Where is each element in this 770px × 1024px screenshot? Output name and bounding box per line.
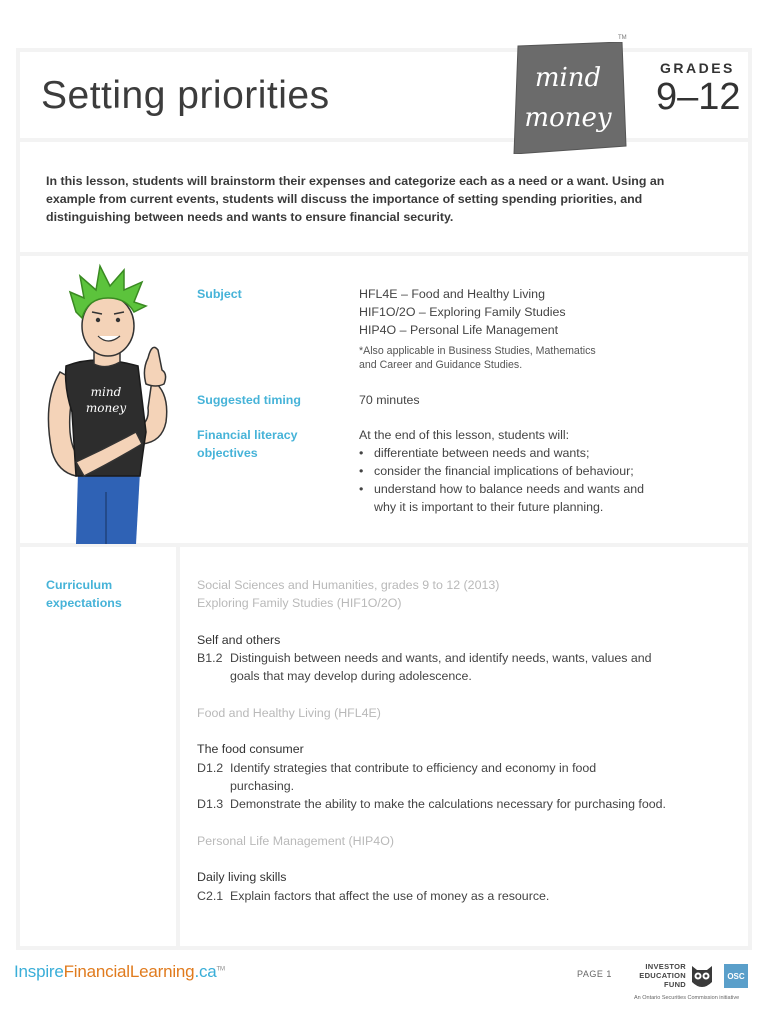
objectives-content — [359, 426, 644, 516]
page-number: PAGE 1 — [577, 969, 612, 979]
expectation-d12 — [197, 759, 596, 795]
subject-label: Subject — [197, 287, 242, 301]
section-title-self-and-others: Self and others — [197, 633, 281, 647]
subject-line-2: HIF1O/2O – Exploring Family Studies — [359, 305, 566, 319]
expectation-text: Identify strategies that contribute to efficiency and economy in food — [230, 761, 597, 775]
expectation-code: D1.2 — [197, 761, 224, 775]
ief-text — [632, 962, 686, 989]
objectives-label — [197, 426, 298, 462]
grades-value: 9–12 — [656, 76, 741, 118]
site-name-part-2: FinancialLearning — [63, 962, 195, 981]
shirt-logo-line-1: mind — [90, 385, 122, 399]
curriculum-label-line-1: Curriculum — [46, 578, 113, 592]
expectation-code: B1.2 — [197, 651, 223, 665]
inspire-financial-learning-logo[interactable] — [14, 962, 225, 982]
logo-line-2: money — [524, 103, 612, 133]
expectation-code: D1.3 — [197, 797, 224, 811]
course-heading-food: Food and Healthy Living (HFL4E) — [197, 706, 381, 720]
section-title-daily-living: Daily living skills — [197, 870, 287, 884]
expectation-b12 — [197, 649, 652, 685]
subject-note-line-2: and Career and Guidance Studies. — [359, 359, 523, 371]
ief-line-1: INVESTOR — [645, 962, 686, 971]
osc-logo: OSC — [724, 964, 748, 988]
curriculum-label — [46, 576, 122, 612]
objective-item: • differentiate between needs and wants; — [359, 444, 644, 462]
expectation-text-cont: goals that may develop during adolescence. — [230, 669, 472, 683]
site-trademark: TM — [216, 966, 225, 973]
curriculum-label-line-2: expectations — [46, 596, 122, 610]
osc-initiative-text: An Ontario Securities Commission initiative — [634, 995, 740, 1001]
owl-icon — [690, 962, 714, 992]
objectives-label-line-2: objectives — [197, 446, 258, 460]
grades-label: GRADES — [660, 60, 735, 76]
trademark-mark: TM — [618, 35, 627, 41]
ief-line-3: FUND — [663, 980, 686, 989]
objectives-label-line-1: Financial literacy — [197, 428, 298, 442]
objective-continuation: why it is important to their future planning. — [374, 500, 604, 514]
expectation-d13 — [197, 795, 666, 813]
subject-note-line-1: *Also applicable in Business Studies, Mathematics — [359, 345, 596, 357]
expectation-code: C2.1 — [197, 889, 224, 903]
expectation-text-cont: purchasing. — [230, 779, 295, 793]
site-name-part-1: Inspire — [14, 962, 64, 981]
course-heading-line-1: Social Sciences and Humanities, grades 9 to 12 (2013) — [197, 578, 500, 592]
timing-value: 70 minutes — [359, 393, 420, 407]
expectation-text: Demonstrate the ability to make the calculations necessary for purchasing food. — [230, 797, 666, 811]
site-name-part-3: .ca — [194, 962, 217, 981]
expectation-c21 — [197, 887, 549, 905]
student-character-illustration — [36, 262, 186, 544]
course-heading-personal-life: Personal Life Management (HIP4O) — [197, 834, 394, 848]
page-title: Setting priorities — [41, 74, 330, 117]
expectation-text: Distinguish between needs and wants, and identify needs, wants, values and — [230, 651, 652, 665]
ief-line-2: EDUCATION — [639, 971, 686, 980]
subject-line-3: HIP4O – Personal Life Management — [359, 323, 559, 337]
intro-text: In this lesson, students will brainstorm their expenses and categorize each as a need or a want. Using an example from current events, students will discuss the importance of setting spending priorities, and distinguishing between needs and wants to ensure financial security. — [46, 174, 665, 224]
mind-money-logo — [510, 42, 628, 154]
course-heading-line-2: Exploring Family Studies (HIF1O/2O) — [197, 596, 402, 610]
shirt-logo-line-2: money — [85, 401, 127, 415]
objective-item: • consider the financial implications of behaviour; — [359, 462, 644, 480]
objectives-list — [359, 444, 644, 498]
subject-line-1: HFL4E – Food and Healthy Living — [359, 287, 545, 301]
logo-line-1: mind — [534, 63, 602, 93]
timing-label: Suggested timing — [197, 393, 301, 407]
objectives-intro: At the end of this lesson, students will: — [359, 428, 570, 442]
section-title-food-consumer: The food consumer — [197, 742, 304, 756]
expectation-text: Explain factors that affect the use of money as a resource. — [230, 889, 550, 903]
objective-item: • understand how to balance needs and wants and — [359, 480, 644, 498]
